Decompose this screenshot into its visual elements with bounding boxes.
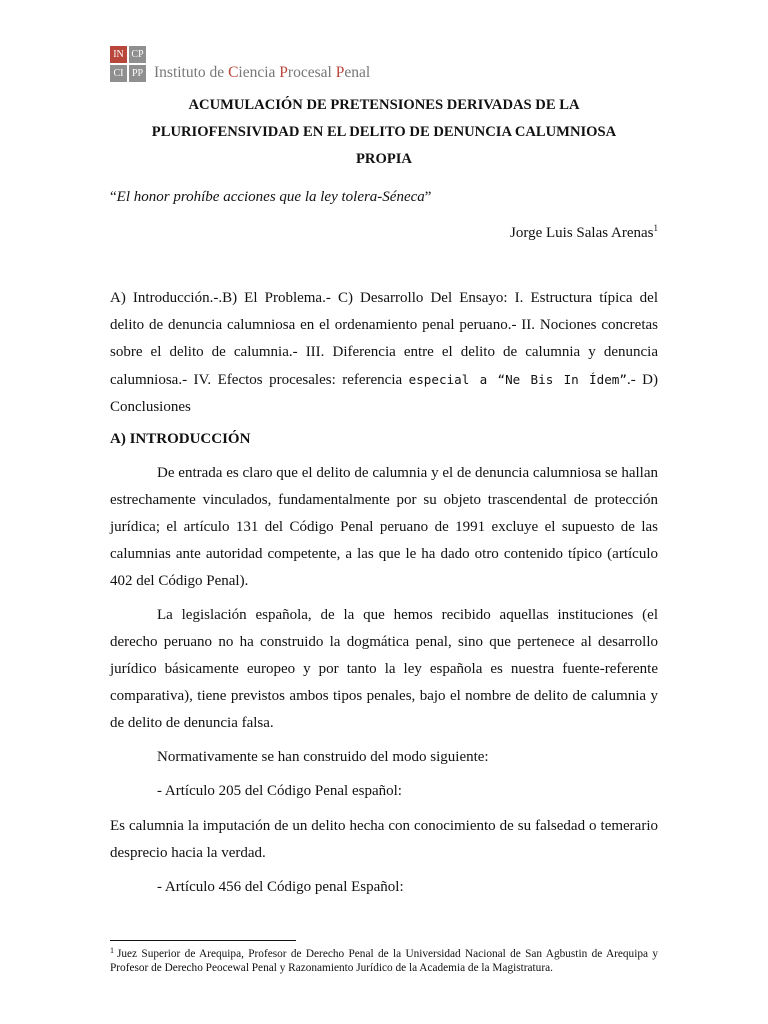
document-title-line-2: PLURIOFENSIVIDAD EN EL DELITO DE DENUNCIA CALUMNIOSA xyxy=(151,124,617,140)
article-456-heading: - Artículo 456 del Código penal Español: xyxy=(157,879,404,895)
document-title-line-1: ACUMULACIÓN DE PRETENSIONES DERIVADAS DE LA xyxy=(188,97,580,113)
summary-mono-text: especial a “Ne Bis In Ídem” xyxy=(408,372,627,387)
logo-cell-cp: CP xyxy=(129,46,146,63)
logo-cell-ci: CI xyxy=(110,65,127,82)
logo-mark xyxy=(110,46,146,82)
footnote-number: 1 xyxy=(110,946,114,955)
author-name: Jorge Luis Salas Arenas xyxy=(510,225,654,241)
body-paragraph-2: La legislación española, de la que hemos recibido aquellas instituciones (el derecho peruano no ha construido la dogmática penal, sino que pertenece al desarrollo jurídico básicamente europeo y por tanto la ley española es nuestra fuente-referente comparativa), tiene previstos ambos tipos penales, bajo el nombre de delito de calumnia y de delito de denuncia falsa. xyxy=(110,607,658,731)
author-line xyxy=(510,222,658,244)
section-heading: A) INTRODUCCIÓN xyxy=(110,431,251,447)
summary-paragraph: A) Introducción.-.B) El Problema.- C) Desarrollo Del Ensayo: I. Estructura típica del delito de denuncia calumniosa en el ordenamiento penal peruano.- II. Nociones concretas sobre el delito de calumnia.- III. Diferencia entre el delito de calumnia y denuncia calumniosa.- IV. Efectos procesales: referencia especial a “Ne Bis In Ídem”.- D) Conclusiones xyxy=(110,290,659,415)
author-footnote-ref[interactable]: 1 xyxy=(653,223,658,233)
epigraph-quote: El honor prohíbe acciones que la ley tolera-Séneca xyxy=(116,189,425,205)
logo-cell-in: IN xyxy=(110,46,127,63)
body-paragraph-1: De entrada es claro que el delito de calumnia y el de denuncia calumniosa se hallan estrechamente vinculados, fundamentalmente por su objeto trascendental de protección jurídica; el artículo 131 del Código Penal peruano de 1991 excluye el supuesto de las calumnias ante autoridad competente, a las que le ha dado otro contenido típico (artículo 402 del Código Penal). xyxy=(110,465,658,589)
body-paragraph-3: Normativamente se han construido del modo siguiente: xyxy=(157,749,489,765)
footnote xyxy=(110,947,658,975)
footnote-text: Juez Superior de Arequipa, Profesor de Derecho Penal de la Universidad Nacional de San Agbustin de Arequipa y Profesor de Derecho Peocewal Penal y Razonamiento Jurídico de la Academia de la Magistratura. xyxy=(110,948,658,974)
article-205-heading: - Artículo 205 del Código Penal español: xyxy=(157,783,402,799)
institute-name: Instituto de Ciencia Procesal Penal xyxy=(154,64,371,81)
document-title-line-3: PROPIA xyxy=(356,151,412,167)
epigraph: “El honor prohíbe acciones que la ley tolera-Séneca” xyxy=(110,189,432,205)
article-205-text: Es calumnia la imputación de un delito hecha con conocimiento de su falsedad o temerario desprecio hacia la verdad. xyxy=(110,818,658,861)
logo-cell-pp: PP xyxy=(129,65,146,82)
institute-logo xyxy=(110,46,370,82)
footnote-separator xyxy=(110,940,296,941)
